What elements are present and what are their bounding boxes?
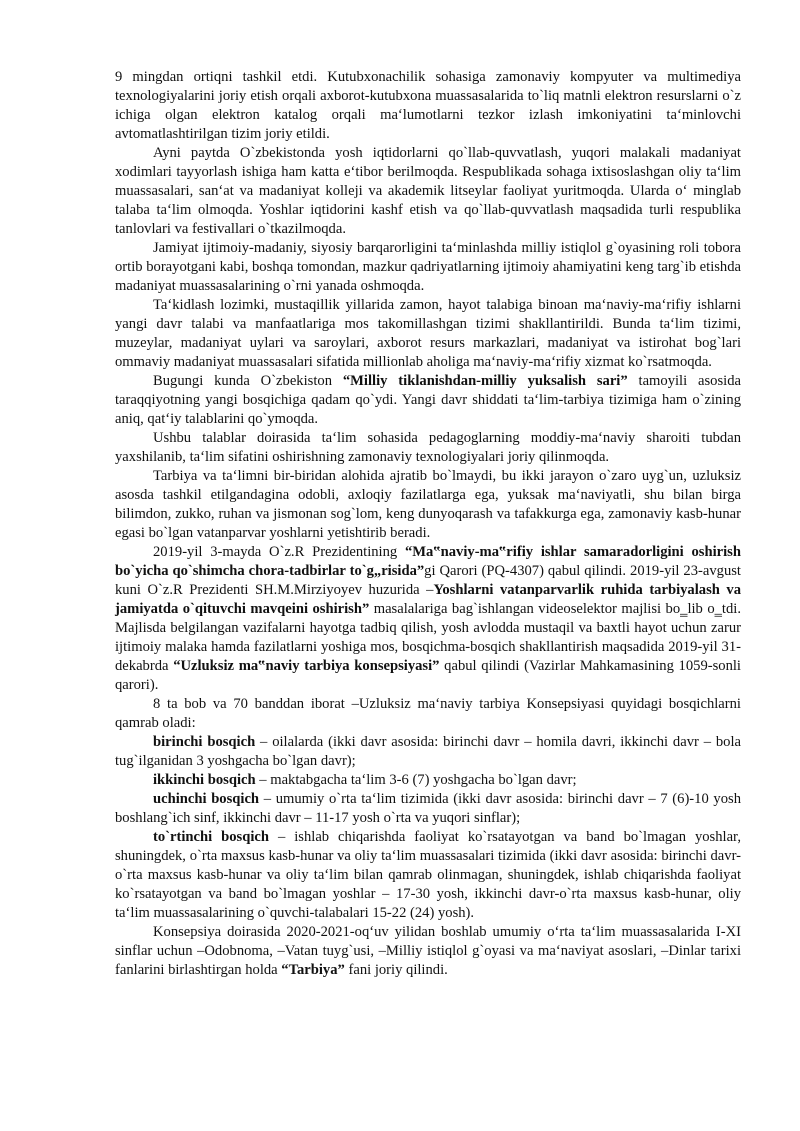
- paragraph-presidential-decree: 2019-yil 3-mayda O`z.R Prezidentining “Ma‟naviy-ma‟rifiy ishlar samaradorligini oshirish bo`yicha qo`shimcha chora-tadbirlar to`g„risida”gi Qarori (PQ-4307) qabul qilindi. 2019-yil 23-avgust kuni O`z.R Prezidenti SH.M.Mirziyoyev huzurida –Yoshlarni vatanparvarlik ruhida tarbiyalash va jamiyatda o`qituvchi mavqeini oshirish” masalalariga bag`ishlangan videoselektor majlisi bo‗lib o‗tdi. Majlisda belgilangan vazifalarni hayotga tadbiq qilish, yosh avlodda mustaqil va baxtli hayot uchun zarur ijtimoiy malaka hamda fazilatlarni yoshiga mos, bosqichma-bosqich shakllantirish maqsadida 2019-yil 31-dekabrda “Uzluksiz ma‟naviy tarbiya konsepsiyasi” qabul qilindi (Vazirlar Mahkamasining 1059-sonli qarori).: [115, 544, 742, 693]
- stage-name: birinchi bosqich: [153, 734, 256, 750]
- paragraph-tarbiya-subject: Konsepsiya doirasida 2020-2021-oq‘uv yilidan boshlab umumiy o‘rta ta‘lim muassasalarida I-XI sinflar uchun –Odobnoma, –Vatan tuyg`usi, –Milliy istiqlol g`oyasi va ma‘naviyat asoslari, –Dinlar tarixi fanlarini birlashtirgan holda “Tarbiya” fani joriy qilindi.: [115, 924, 741, 978]
- paragraph-talent-support: Ayni paytda O`zbekistonda yosh iqtidorlarni qo`llab-quvvatlash, yuqori malakali madaniyat xodimlari tayyorlash ishiga ham katta e‘tibor berilmoqda. Respublikada sohaga ixtisoslashgan oliy ta‘lim muassasalari, san‘at va madaniyat kolleji va akademik litseylar faoliyat yuritmoqda. Ularda o‘ minglab talaba ta‘lim olmoqda. Yoshlar iqtidorini kashf etish va qo`llab-quvvatlash maqsadida turli respublika tanlovlari va festivallari o`tkazilmoqda.: [115, 145, 741, 237]
- paragraph-national-revival: Bugungi kunda O`zbekiston “Milliy tiklanishdan-milliy yuksalish sari” tamoyili asosida taraqqiyotning yangi bosqichiga qadam qo`ydi. Yangi davr shiddati ta‘lim-tarbiya tizimiga ham o`zining aniq, qat‘iy talablarini qo`ymoqda.: [115, 373, 741, 427]
- paragraph-national-idea: Jamiyat ijtimoiy-madaniy, siyosiy barqarorligini ta‘minlashda milliy istiqlol g`oyasining roli tobora ortib borayotgani kabi, boshqa tomondan, mazkur qadriyatlarning ijtimoiy ahamiyatini keng targ`ib etishda madaniyat muassasalarining o`rni yanada oshmoqda.: [115, 240, 741, 294]
- stage-item: to`rtinchi bosqich – ishlab chiqarishda faoliyat ko`rsatayotgan va band bo`lmagan yoshlar, shuningdek, o`rta maxsus kasb-hunar va oliy ta‘lim muassasalari tizimida (ikki davr asosida: birinchi davr-o`rta maxsus kasb-hunar va oliy ta‘lim bilan qamrab olinmagan, shuningdek, ishlab chiqarishda faoliyat ko`rsatayotgan va band bo`lmagan yoshlar – 17-30 yosh, ikkinchi davr-o`rta maxsus kasb-hunar, oliy ta‘lim muassasalarining o`quvchi-talabalari 15-22 (24) yosh).: [115, 829, 741, 921]
- stage-name: uchinchi bosqich: [153, 791, 260, 807]
- paragraph-concept-structure: 8 ta bob va 70 banddan iborat –Uzluksiz ma‘naviy tarbiya Konsepsiyasi quyidagi bosqichlarni qamrab oladi:: [115, 696, 741, 731]
- bold-decree-title: “Ma‟naviy-ma‟rifiy ishlar samaradorligini oshirish bo`yicha qo`shimcha chora-tadbirlar to`g„risida”: [115, 544, 741, 579]
- bold-concept-title: “Uzluksiz ma‟naviy tarbiya konsepsiyasi”: [173, 658, 440, 674]
- stage-item: birinchi bosqich – oilalarda (ikki davr asosida: birinchi davr – homila davri, ikkinchi davr – bola tug`ilganidan 3 yoshgacha bo`lgan davr);: [115, 734, 741, 769]
- stage-name: ikkinchi bosqich: [153, 772, 256, 788]
- bold-meeting-topic: Yoshlarni vatanparvarlik ruhida tarbiyalash va jamiyatda o`qituvchi mavqeini oshirish”: [115, 582, 742, 617]
- paragraph-library-automation: 9 mingdan ortiqni tashkil etdi. Kutubxonachilik sohasiga zamonaviy kompyuter va multimediya texnologiyalarini joriy etish orqali axborot-kutubxona muassasalarida to`liq matnli elektron resurslarni o`z ichiga olgan elektron katalog orqali ma‘lumotlarni tezkor izlash imkoniyatini ta‘minlovchi avtomatlashtirilgan tizim joriy etildi.: [115, 69, 741, 142]
- stage-item: uchinchi bosqich – umumiy o`rta ta‘lim tizimida (ikki davr asosida: birinchi davr – 7 (6)-10 yosh boshlang`ich sinf, ikkinchi davr – 11-17 yosh o`rta va yuqori sinflar);: [115, 791, 741, 826]
- stage-item: ikkinchi bosqich – maktabgacha ta‘lim 3-6 (7) yoshgacha bo`lgan davr;: [153, 772, 577, 788]
- paragraph-upbringing-education: Tarbiya va ta‘limni bir-biridan alohida ajratib bo`lmaydi, bu ikki jarayon o`zaro uyg`un, uzluksiz asosda tashkil etilgandagina odobli, axloqiy fazilatlarga ega, yuksak ma‘naviyatli, shu bilan birga bilimdon, zukko, ruhan va jismonan sog`lom, keng dunyoqarash va tafakkurga ega, zamonaviy kasb-hunar egasi bo`lgan vatanparvar yoshlarni yetishtirib beradi.: [115, 468, 741, 541]
- document-page: [115, 68, 741, 980]
- bold-slogan: “Milliy tiklanishdan-milliy yuksalish sari”: [342, 373, 628, 389]
- bold-subject-name: “Tarbiya”: [281, 962, 345, 978]
- paragraph-teacher-conditions: Ushbu talablar doirasida ta‘lim sohasida pedagoglarning moddiy-ma‘naviy sharoiti tubdan yaxshilanib, ta‘lim sifatini oshirishning zamonaviy texnologiyalari joriy qilinmoqda.: [115, 430, 741, 465]
- paragraph-independence-years: Ta‘kidlash lozimki, mustaqillik yillarida zamon, hayot talabiga binoan ma‘naviy-ma‘rifiy ishlarni yangi davr talabi va manfaatlariga mos takomillashgan tizimi shakllantirildi. Bunda ta‘lim tizimi, muzeylar, madaniyat uylari va saroylari, axborot resurs markazlari, madaniyat va istirohat bog`lari ommaviy madaniyat muassasalari sifatida millionlab aholiga ma‘naviy-ma‘rifiy xizmat ko`rsatmoqda.: [115, 297, 741, 370]
- stage-name: to`rtinchi bosqich: [153, 829, 269, 845]
